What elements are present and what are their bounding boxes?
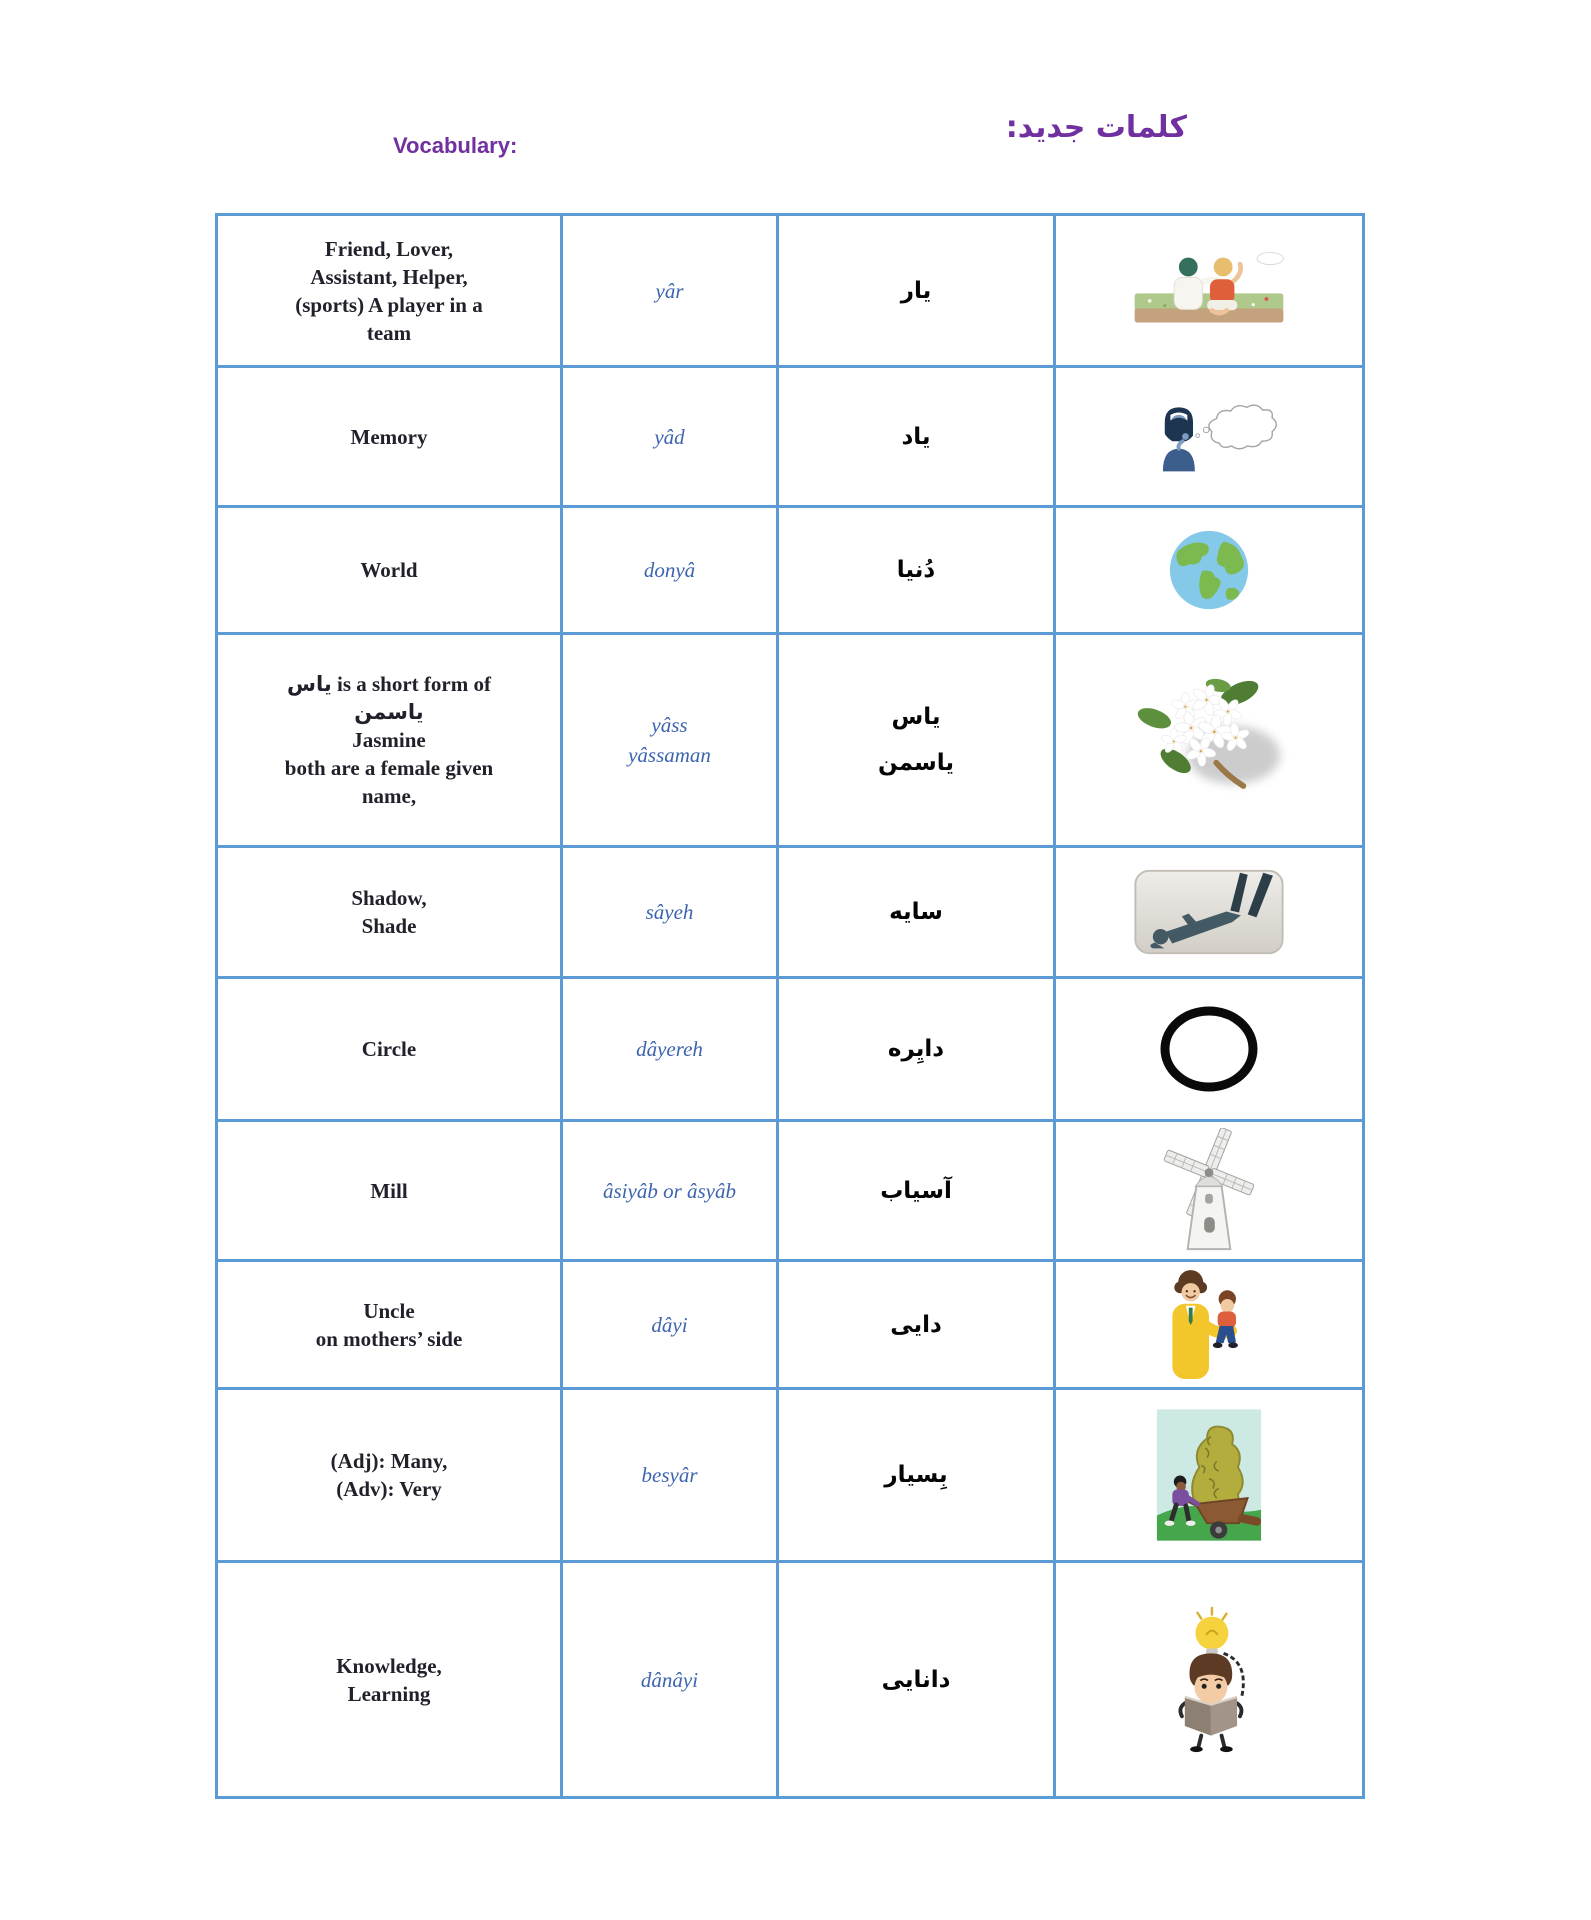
english-meaning-cell — [218, 508, 563, 632]
persian-word-cell-line: دایی — [890, 1311, 942, 1338]
shadow-illustration — [1131, 866, 1287, 958]
english-meaning-cell — [218, 848, 563, 976]
table-row — [218, 1563, 1362, 1796]
persian-word-cell-line: دانایی — [881, 1666, 951, 1693]
transliteration-cell — [563, 1262, 779, 1387]
globe-illustration — [1165, 526, 1253, 614]
windmill-illustration — [1150, 1128, 1268, 1254]
english-meaning-cell-line: Shade — [361, 914, 417, 938]
persian-word-cell-line: یاسمن — [878, 750, 955, 776]
persian-word-cell-line: سایه — [889, 899, 943, 925]
english-meaning-cell-line: Assistant, Helper, — [310, 264, 468, 289]
english-meaning-cell-line: on mothers’ side — [315, 1326, 463, 1351]
english-meaning-cell — [218, 216, 563, 365]
persian-word-cell — [779, 1563, 1056, 1796]
persian-word-cell — [779, 508, 1056, 632]
persian-word-cell — [779, 635, 1056, 845]
transliteration-cell — [563, 216, 779, 365]
transliteration-cell-line: yâd — [654, 424, 685, 449]
illustration-cell — [1056, 368, 1362, 505]
transliteration-cell — [563, 979, 779, 1119]
table-row — [218, 216, 1362, 368]
english-meaning-cell-line: Mill — [370, 1178, 408, 1203]
english-meaning-cell-line: team — [366, 320, 412, 345]
persian-word-cell — [779, 1122, 1056, 1259]
table-row — [218, 848, 1362, 979]
transliteration-cell-line: donyâ — [643, 558, 696, 582]
illustration-cell — [1056, 1122, 1362, 1259]
english-meaning-cell-line: Friend, Lover, — [324, 236, 454, 261]
transliteration-cell — [563, 368, 779, 505]
jasmine-flower-illustration — [1127, 668, 1292, 813]
english-meaning-cell-line: Jasmine — [352, 728, 426, 752]
table-row — [218, 1262, 1362, 1390]
illustration-cell — [1056, 1390, 1362, 1560]
english-meaning-cell-line: یاس is a short form of — [287, 672, 491, 696]
illustration-cell — [1056, 216, 1362, 365]
thinking-person-illustration — [1129, 392, 1289, 482]
english-meaning-cell-line: Learning — [347, 1681, 431, 1706]
english-meaning-cell-line: (sports) A player in a — [295, 292, 483, 317]
english-meaning-cell-line: both are a female given — [284, 756, 494, 780]
transliteration-cell-line: yâssaman — [628, 743, 711, 767]
transliteration-cell-line: yâss — [651, 713, 688, 737]
table-row — [218, 1390, 1362, 1563]
english-meaning-cell-line: name, — [361, 784, 417, 808]
haystack-cart-illustration — [1155, 1407, 1263, 1543]
persian-word-cell — [779, 848, 1056, 976]
page-title-persian: کلمات جدید: — [1005, 110, 1187, 145]
table-row — [218, 368, 1362, 508]
english-meaning-cell-line: (Adj): Many, — [330, 1449, 448, 1473]
transliteration-cell — [563, 1122, 779, 1259]
persian-word-cell-line: دُنیا — [896, 557, 936, 583]
persian-word-cell-line: بِسیار — [884, 1462, 948, 1488]
transliteration-cell-line: besyâr — [641, 1463, 698, 1487]
illustration-cell — [1056, 979, 1362, 1119]
persian-word-cell — [779, 1262, 1056, 1387]
english-meaning-cell-line: Circle — [361, 1037, 417, 1061]
transliteration-cell-line: yâr — [655, 278, 684, 303]
transliteration-cell — [563, 508, 779, 632]
persian-word-cell — [779, 216, 1056, 365]
english-meaning-cell — [218, 368, 563, 505]
transliteration-cell — [563, 635, 779, 845]
illustration-cell — [1056, 1262, 1362, 1387]
persian-word-cell-line: آسیاب — [880, 1177, 952, 1204]
transliteration-cell-line: sâyeh — [645, 900, 694, 924]
reading-boy-illustration — [1154, 1605, 1264, 1755]
persian-word-cell — [779, 979, 1056, 1119]
table-row — [218, 1122, 1362, 1262]
persian-word-cell-line: یاس — [891, 704, 941, 730]
english-meaning-cell — [218, 635, 563, 845]
transliteration-cell-line: dânâyi — [640, 1667, 699, 1692]
illustration-cell — [1056, 508, 1362, 632]
english-meaning-cell-line: یاسمن — [354, 700, 424, 724]
uncle-child-illustration — [1156, 1267, 1262, 1383]
english-meaning-cell-line: (Adv): Very — [336, 1477, 442, 1501]
table-row — [218, 508, 1362, 635]
persian-word-cell — [779, 1390, 1056, 1560]
english-meaning-cell-line: Knowledge, — [336, 1653, 442, 1678]
circle-illustration — [1156, 1003, 1262, 1095]
english-meaning-cell-line: Shadow, — [351, 886, 427, 910]
persian-word-cell — [779, 368, 1056, 505]
transliteration-cell — [563, 1390, 779, 1560]
table-row — [218, 979, 1362, 1122]
english-meaning-cell-line: World — [360, 558, 418, 582]
persian-word-cell-line: دایِره — [887, 1036, 945, 1062]
illustration-cell — [1056, 635, 1362, 845]
transliteration-cell-line: âsiyâb or âsyâb — [603, 1178, 736, 1203]
english-meaning-cell — [218, 1262, 563, 1387]
persian-word-cell-line: یار — [900, 277, 932, 304]
english-meaning-cell-line: Uncle — [363, 1298, 415, 1323]
friends-sitting-illustration — [1129, 245, 1289, 337]
english-meaning-cell — [218, 1390, 563, 1560]
vocab-table — [215, 213, 1365, 1799]
transliteration-cell — [563, 1563, 779, 1796]
english-meaning-cell — [218, 1122, 563, 1259]
transliteration-cell — [563, 848, 779, 976]
persian-word-cell-line: یاد — [901, 423, 931, 450]
english-meaning-cell — [218, 979, 563, 1119]
english-meaning-cell — [218, 1563, 563, 1796]
transliteration-cell-line: dâyereh — [636, 1037, 703, 1061]
table-row — [218, 635, 1362, 848]
illustration-cell — [1056, 848, 1362, 976]
transliteration-cell-line: dâyi — [651, 1312, 688, 1337]
page-title-english: Vocabulary: — [393, 133, 518, 158]
illustration-cell — [1056, 1563, 1362, 1796]
english-meaning-cell-line: Memory — [350, 424, 428, 449]
